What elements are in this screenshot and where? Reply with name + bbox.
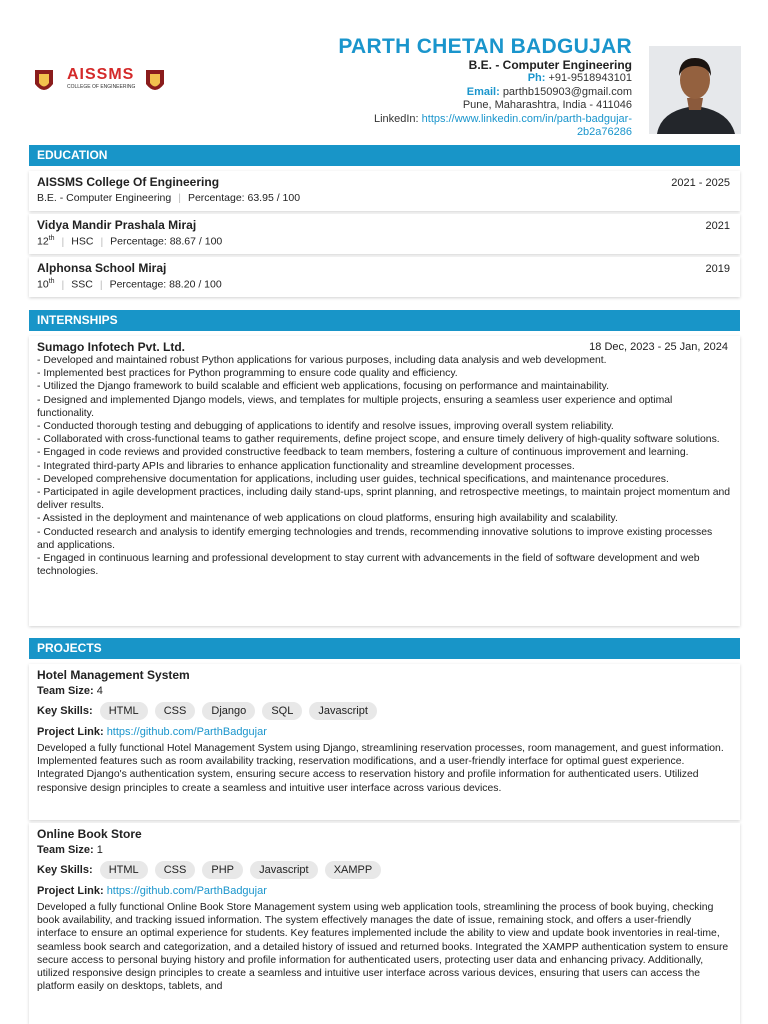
team-size-label: Team Size: [37, 685, 94, 697]
education-degree: B.E. - Computer Engineering [37, 192, 172, 204]
project-title: Hotel Management System [37, 668, 190, 682]
contact-header [212, 36, 632, 140]
skill-chip: CSS [155, 702, 196, 720]
education-years: 2019 [705, 263, 730, 275]
internships-heading: INTERNSHIPS [29, 310, 740, 331]
list-item: - Developed and maintained robust Python applications for various purposes, including data analysis and web development. [37, 355, 607, 366]
list-item: - Collaborated with cross-functional teams to gather requirements, define project scope, and ensure timely delivery of high-quality software solutions. [37, 434, 720, 446]
education-years: 2021 [705, 220, 730, 232]
logo-wordmark: AISSMS [67, 66, 135, 83]
education-grade: 10 [37, 278, 49, 291]
key-skills-label: Key Skills: [37, 705, 93, 717]
projects-heading: PROJECTS [29, 638, 740, 659]
email-value[interactable]: parthb150903@gmail.com [502, 85, 632, 98]
list-item: - Participated in agile development practices, including daily stand-ups, sprint planning, and retrospective meetings, to maintain project momentum and deliver results. [37, 487, 731, 512]
team-size [37, 844, 732, 856]
project-item [29, 823, 740, 1024]
project-link-line [37, 726, 732, 738]
skill-chip: Javascript [250, 861, 318, 879]
education-board: SSC [71, 278, 93, 291]
project-description: Developed a fully functional Online Book Store Management system using web application tools, streamlining the process of book buying, checking book availability, and tracking issued information. The system effectively manages the date of issue, remaining stock, and offers a user-friendly interface to ensure an optimal experience for students. Key features implemented include the ability to view and update book inventories in real-time, seamless book search and categorization, and a detailed history of issued and returned books. Integrated the XAMPP authentication system to ensure secure access to personal buying history and profile information for authenticated users, protecting user data and enhancing privacy. Additionally, utilized responsive design principles to create a seamless and intuitive user interface across various devices, ensuring that users can access the platform easily on desktops, tablets, and [37, 902, 729, 993]
institution-name: Vidya Mandir Prashala Miraj [37, 218, 197, 232]
project-item [29, 664, 740, 820]
divider: | [178, 192, 181, 204]
skill-chip: HTML [100, 861, 148, 879]
list-item: - Assisted in the deployment and maintenance of web applications on cloud platforms, ensuring high availability and scalability. [37, 513, 618, 525]
project-link[interactable]: https://github.com/ParthBadgujar [106, 885, 267, 897]
logo-subtitle: COLLEGE OF ENGINEERING [67, 84, 136, 90]
education-item [29, 257, 740, 297]
divider: | [100, 235, 104, 248]
phone-label: Ph: [527, 72, 546, 84]
college-logo [33, 66, 169, 98]
project-description: Developed a fully functional Hotel Management System using Django, streamlining reservation processes, room management, and guest information. Implemented features such as room availability tracking, reservation modifications, and a user-friendly interface for optimal guest experience. Integrated Django's authentication system, ensuring secure access to reservation history and profile information for authenticated users. Utilized responsive design principles to create a seamless and intuitive user interface across various devices. [37, 743, 724, 794]
company-name: Sumago Infotech Pvt. Ltd. [37, 340, 186, 354]
linkedin-label: LinkedIn: [373, 112, 419, 125]
phone-value: +91-9518943101 [548, 72, 632, 84]
list-item: - Conducted research and analysis to identify emerging technologies and trends, recommending innovative solutions to improve existing processes and applications. [37, 526, 713, 551]
project-link-label: Project Link: [37, 726, 104, 738]
linkedin-link[interactable]: https://www.linkedin.com/in/parth-badgujar- [421, 112, 632, 125]
internship-dates: 18 Dec, 2023 - 25 Jan, 2024 [589, 341, 728, 353]
skill-chip: HTML [100, 702, 148, 720]
full-name: PARTH CHETAN BADGUJAR [338, 35, 632, 58]
education-grade: 12 [37, 235, 49, 248]
project-link-line [37, 885, 732, 897]
person-icon [649, 46, 741, 134]
team-size-value: 4 [96, 685, 103, 697]
skill-chip: XAMPP [325, 861, 382, 879]
email-label: Email: [466, 85, 500, 98]
education-score: Percentage: 63.95 / 100 [187, 192, 301, 204]
education-details [37, 192, 732, 204]
institution-name: Alphonsa School Miraj [37, 261, 167, 275]
list-item: - Integrated third-party APIs and libraries to enhance application functionality and streamline development processes. [37, 460, 575, 472]
education-details [37, 235, 732, 248]
education-item [29, 171, 740, 211]
address: Pune, Maharashtra, India - 411046 [462, 99, 632, 111]
education-heading: EDUCATION [29, 145, 740, 166]
divider: | [61, 235, 65, 248]
education-years: 2021 - 2025 [671, 177, 730, 189]
skill-chip: CSS [155, 861, 196, 879]
divider: | [99, 278, 103, 291]
linkedin-line [212, 113, 632, 127]
grade-suffix: th [48, 278, 55, 285]
key-skills [37, 861, 732, 879]
degree: B.E. - Computer Engineering [468, 58, 632, 72]
internship-item [29, 336, 740, 626]
education-board: HSC [71, 235, 94, 248]
project-link-label: Project Link: [37, 885, 104, 897]
key-skills [37, 702, 732, 720]
list-item: - Utilized the Django framework to build scalable and efficient web applications, focusing on performance and maintainability. [37, 381, 609, 393]
education-item [29, 214, 740, 254]
profile-photo [649, 46, 741, 134]
education-score: Percentage: 88.67 / 100 [110, 235, 223, 248]
crest-icon [144, 68, 166, 96]
list-item: - Developed comprehensive documentation for applications, including user guides, technical specifications, and maintenance procedures. [37, 473, 669, 485]
team-size [37, 685, 732, 697]
team-size-value: 1 [96, 844, 103, 856]
linkedin-link-cont[interactable]: 2b2a76286 [576, 126, 632, 138]
phone-line [212, 72, 632, 86]
list-item: - Engaged in code reviews and provided constructive feedback to team members, fostering a culture of continuous improvement and learning. [37, 447, 689, 459]
email-line [212, 86, 632, 100]
crest-icon [33, 68, 55, 96]
skill-chip: SQL [262, 702, 302, 720]
list-item: - Engaged in continuous learning and professional development to stay current with advancements in the field of software development and web technologies. [37, 553, 700, 578]
key-skills-label: Key Skills: [37, 864, 93, 876]
internship-points [37, 354, 732, 578]
divider: | [61, 278, 65, 291]
project-link[interactable]: https://github.com/ParthBadgujar [106, 726, 267, 738]
project-title: Online Book Store [37, 827, 142, 841]
skill-chip: Django [202, 702, 255, 720]
education-score: Percentage: 88.20 / 100 [109, 278, 222, 291]
list-item: - Implemented best practices for Python programming to ensure code quality and efficiency. [37, 368, 458, 380]
team-size-label: Team Size: [37, 844, 94, 856]
skill-chip: PHP [202, 861, 243, 879]
education-details [37, 278, 732, 291]
list-item: - Designed and implemented Django models, views, and templates for multiple projects, ensuring a seamless user experience and optimal functionality. [37, 394, 673, 419]
skill-chip: Javascript [309, 702, 377, 720]
linkedin-line-2 [212, 126, 632, 140]
institution-name: AISSMS College Of Engineering [37, 175, 220, 189]
list-item: - Conducted thorough testing and debugging of applications to identify and resolve issues, improving overall system reliability. [37, 421, 614, 433]
grade-suffix: th [48, 235, 55, 242]
